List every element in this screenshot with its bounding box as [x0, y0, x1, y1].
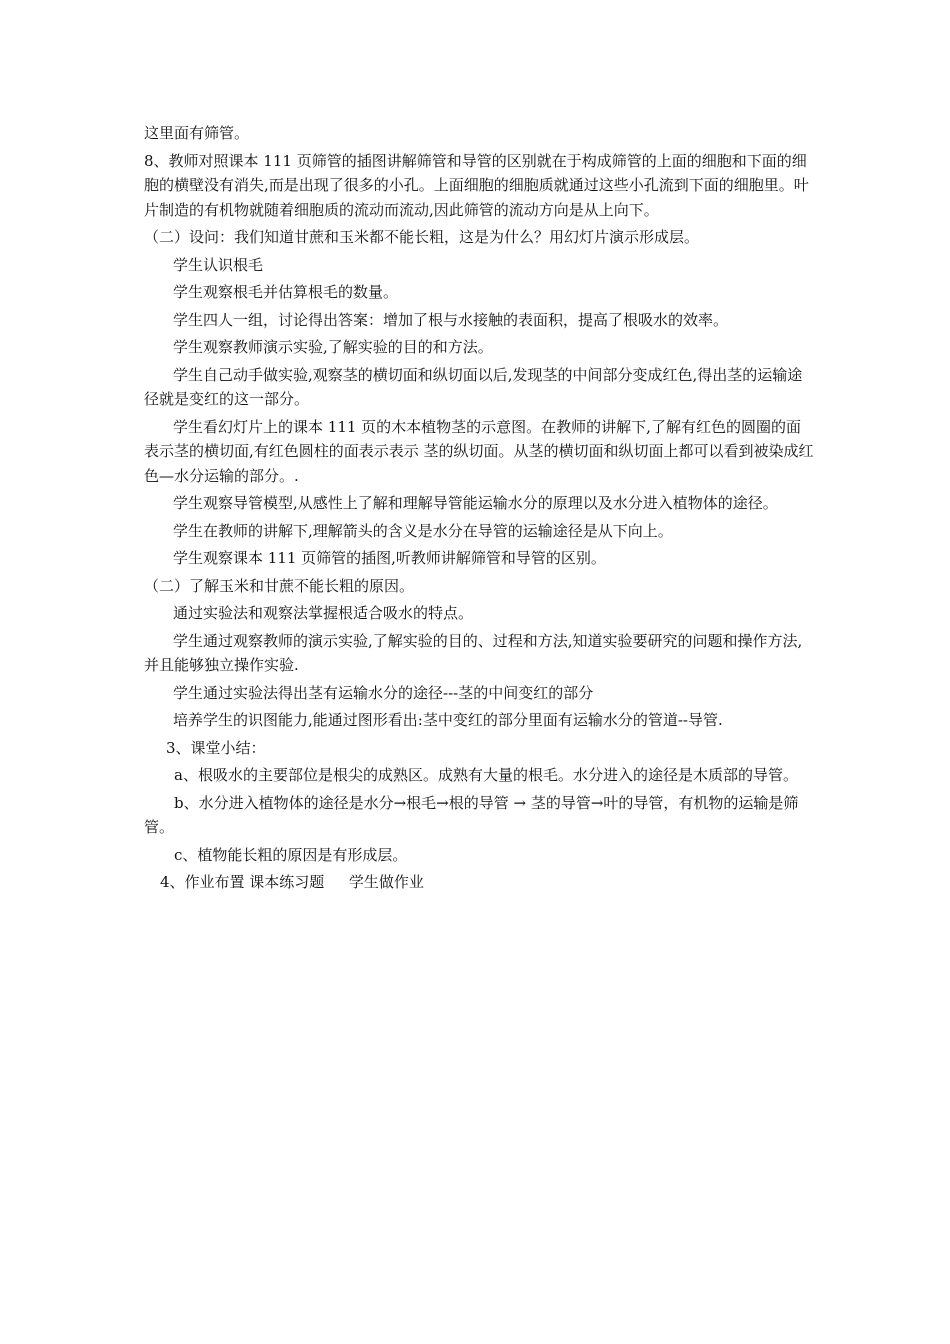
paragraph: 学生通过实验法得出茎有运输水分的途径---茎的中间变红的部分	[173, 683, 594, 702]
paragraph: 学生观察导管模型,从感性上了解和理解导管能运输水分的原理以及水分进入植物体的途径。	[173, 494, 778, 512]
paragraph: 学生自己动手做实验,观察茎的横切面和纵切面以后,发现茎的中间部分变成红色,得出茎的运输途径就是变红的这一部分。	[144, 365, 803, 408]
paragraph: c、植物能长粗的原因是有形成层。	[174, 845, 408, 864]
paragraph: 3、课堂小结：	[166, 738, 266, 757]
paragraph: 学生通过观察教师的演示实验,了解实验的目的、过程和方法,知道实验要研究的问题和操作方法,并且能够独立操作实验.	[144, 631, 803, 674]
paragraph: 学生四人一组，讨论得出答案：增加了根与水接触的表面积，提高了根吸水的效率。	[173, 310, 729, 329]
paragraph: a、根吸水的主要部位是根尖的成熟区。成熟有大量的根毛。水分进入的途径是木质部的导管。	[174, 766, 798, 784]
paragraph: （二）设问：我们知道甘蔗和玉米都不能长粗，这是为什么？用幻灯片演示形成层。	[144, 228, 700, 246]
paragraph: 学生认识根毛	[173, 255, 264, 274]
paragraph: 8、教师对照课本 111 页筛管的插图讲解筛管和导管的区别就在于构成筛管的上面的细胞和下面的细胞的横壁没有消失,而是出现了很多的小孔。上面细胞的细胞质就通过这些小孔流到下面的细胞里。叶片制造的有机物就随着细胞质的流动而流动,因此筛管的流动方向是从上向下。	[144, 151, 809, 219]
paragraph: （二）了解玉米和甘蔗不能长粗的原因。	[144, 576, 415, 595]
paragraph: 培养学生的识图能力,能通过图形看出:茎中变红的部分里面有运输水分的管道--导管.	[173, 711, 723, 729]
paragraph: b、水分进入植物体的途径是水分→根毛→根的导管 → 茎的导管→叶的导管，有机物的运输是筛管。	[144, 793, 799, 836]
document-body	[144, 121, 814, 895]
paragraph: 学生观察课本 111 页筛管的插图,听教师讲解筛管和导管的区别。	[173, 549, 606, 567]
paragraph: 4、作业布置 课本练习题 学生做作业	[160, 873, 424, 891]
paragraph: 学生在教师的讲解下,理解箭头的含义是水分在导管的运输途径是从下向上。	[173, 521, 673, 540]
paragraph: 这里面有筛管。	[144, 124, 250, 142]
paragraph: 学生看幻灯片上的课本 111 页的木本植物茎的示意图。在教师的讲解下,了解有红色的圆圈的面表示茎的横切面,有红色圆柱的面表示表示 茎的纵切面。从茎的横切面和纵切面上都可以看到被染成红色—水分运输的部分。.	[144, 417, 814, 485]
paragraph: 学生观察根毛并估算根毛的数量。	[173, 283, 399, 301]
paragraph: 通过实验法和观察法掌握根适合吸水的特点。	[173, 604, 474, 622]
paragraph: 学生观察教师演示实验,了解实验的目的和方法。	[173, 338, 493, 356]
